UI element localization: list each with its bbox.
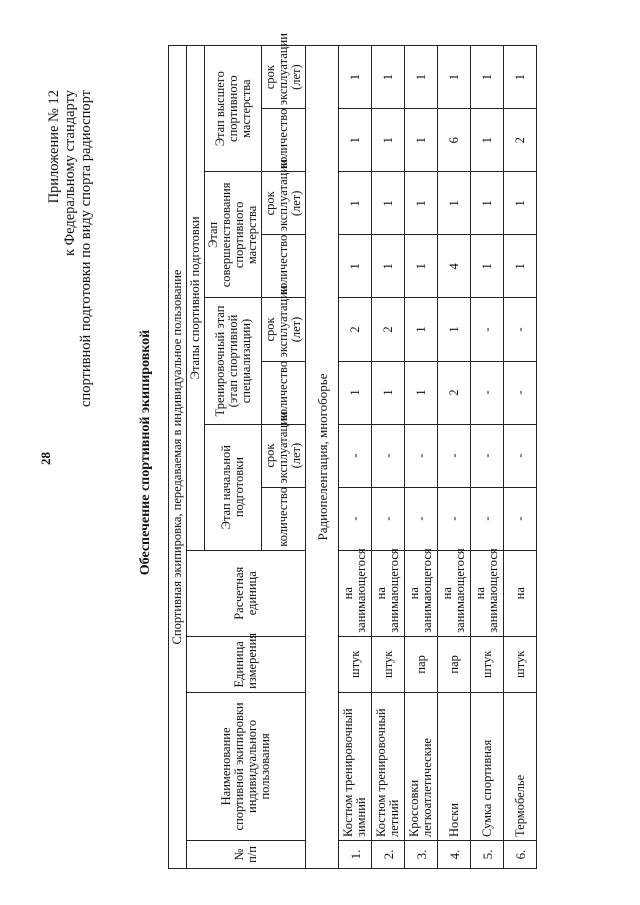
appendix-line-3: спортивной подготовки по виду спорта радиоспорт (78, 90, 94, 407)
item-name: Носки (438, 692, 471, 840)
table-cell: - (504, 487, 537, 550)
table-cell: 1 (504, 46, 537, 109)
qty-header: количество (262, 109, 306, 172)
item-calc: на занимающегося (405, 550, 438, 636)
table-cell: 1 (405, 235, 438, 298)
item-name: Сумка спортивная (471, 692, 504, 840)
table-cell: - (438, 424, 471, 487)
term-header: срок эксплуатации (лет) (262, 298, 306, 361)
item-unit: пар (438, 636, 471, 692)
table-row (372, 46, 405, 869)
table-cell: - (405, 424, 438, 487)
stage-2-header: Тренировочный этап (этап спортивной специализации) (205, 298, 262, 424)
item-unit: штук (339, 636, 372, 692)
equipment-table (168, 33, 537, 869)
row-number: 6. (504, 840, 537, 868)
term-header: срок эксплуатации (лет) (262, 46, 306, 109)
col-calc-header: Расчетная единица (187, 550, 306, 636)
table-cell: 1 (471, 235, 504, 298)
item-name: Костюм тренировочный летний (372, 692, 405, 840)
item-name: Термобелье (504, 692, 537, 840)
item-unit: штук (372, 636, 405, 692)
table-cell: - (504, 298, 537, 361)
col-num-header: № п/п (187, 840, 306, 868)
item-name: Костюм тренировочный зимний (339, 692, 372, 840)
table-cell: - (405, 487, 438, 550)
qty-header: количество (262, 235, 306, 298)
table-cell: 1 (372, 109, 405, 172)
table-cell: 1 (438, 46, 471, 109)
table-row (504, 46, 537, 869)
table-row (405, 46, 438, 869)
table-row (339, 46, 372, 869)
table-cell: - (504, 361, 537, 424)
table-cell: 6 (438, 109, 471, 172)
table-cell: 1 (339, 235, 372, 298)
table-cell: - (504, 424, 537, 487)
table-cell: 2 (504, 109, 537, 172)
table-cell: 1 (471, 109, 504, 172)
table-cell: 1 (405, 298, 438, 361)
table-row (438, 46, 471, 869)
table-cell: 1 (471, 172, 504, 235)
table-cell: 1 (438, 172, 471, 235)
stage-1-header: Этап начальной подготовки (205, 424, 262, 550)
table-cell: 1 (405, 109, 438, 172)
table-cell: 1 (372, 172, 405, 235)
table-cell: 2 (339, 298, 372, 361)
row-number: 5. (471, 840, 504, 868)
table-cell: 1 (438, 298, 471, 361)
stages-header: Этапы спортивной подготовки (187, 46, 205, 551)
qty-header: количество (262, 487, 306, 550)
term-header: срок эксплуатации (лет) (262, 172, 306, 235)
row-number: 1. (339, 840, 372, 868)
col-name-header: Наименование спортивной экипировки индивидуального пользования (187, 692, 306, 840)
item-unit: штук (471, 636, 504, 692)
qty-header: количество (262, 361, 306, 424)
item-calc: на занимающегося (339, 550, 372, 636)
header-span: Спортивная экипировка, передаваемая в индивидуальное пользование (169, 46, 187, 869)
table-row (471, 46, 504, 869)
table-cell: 2 (372, 298, 405, 361)
table-cell: 1 (372, 46, 405, 109)
table-cell: 2 (438, 361, 471, 424)
table-cell: - (339, 424, 372, 487)
table-cell: - (471, 298, 504, 361)
table-cell: 1 (372, 361, 405, 424)
sport-section-header: Радиопеленгация, многоборье (306, 46, 339, 869)
appendix-header (46, 90, 94, 407)
item-calc: на занимающегося (372, 550, 405, 636)
row-number: 3. (405, 840, 438, 868)
table-cell: - (438, 487, 471, 550)
row-number: 4. (438, 840, 471, 868)
item-unit: штук (504, 636, 537, 692)
item-calc: на (504, 550, 537, 636)
table-cell: - (471, 361, 504, 424)
row-number: 2. (372, 840, 405, 868)
item-name: Кроссовки легкоатлетические (405, 692, 438, 840)
stage-3-header: Этап совершенствования спортивного мастерства (205, 172, 262, 298)
table-cell: 1 (372, 235, 405, 298)
table-cell: 4 (438, 235, 471, 298)
table-cell: 1 (471, 46, 504, 109)
term-header: срок эксплуатации (лет) (262, 424, 306, 487)
table-cell: 1 (405, 361, 438, 424)
table-cell: 1 (504, 235, 537, 298)
page-number: 28 (38, 452, 53, 465)
stage-4-header: Этап высшего спортивного мастерства (205, 46, 262, 172)
item-unit: пар (405, 636, 438, 692)
item-calc: на занимающегося (471, 550, 504, 636)
table-cell: 1 (405, 46, 438, 109)
table-cell: - (471, 424, 504, 487)
table-cell: 1 (504, 172, 537, 235)
col-unit-header: Единица измерения (187, 636, 306, 692)
table-cell: 1 (339, 46, 372, 109)
appendix-line-2: к Федеральному стандарту (62, 90, 78, 257)
item-calc: на занимающегося (438, 550, 471, 636)
table-cell: - (471, 487, 504, 550)
appendix-line-1: Приложение № 12 (46, 90, 62, 204)
table-cell: 1 (339, 361, 372, 424)
document-title: Обеспечение спортивной экипировкой (138, 329, 153, 576)
table-cell: 1 (339, 172, 372, 235)
table-cell: - (372, 487, 405, 550)
table-cell: - (372, 424, 405, 487)
table-cell: - (339, 487, 372, 550)
table-cell: 1 (405, 172, 438, 235)
table-cell: 1 (339, 109, 372, 172)
